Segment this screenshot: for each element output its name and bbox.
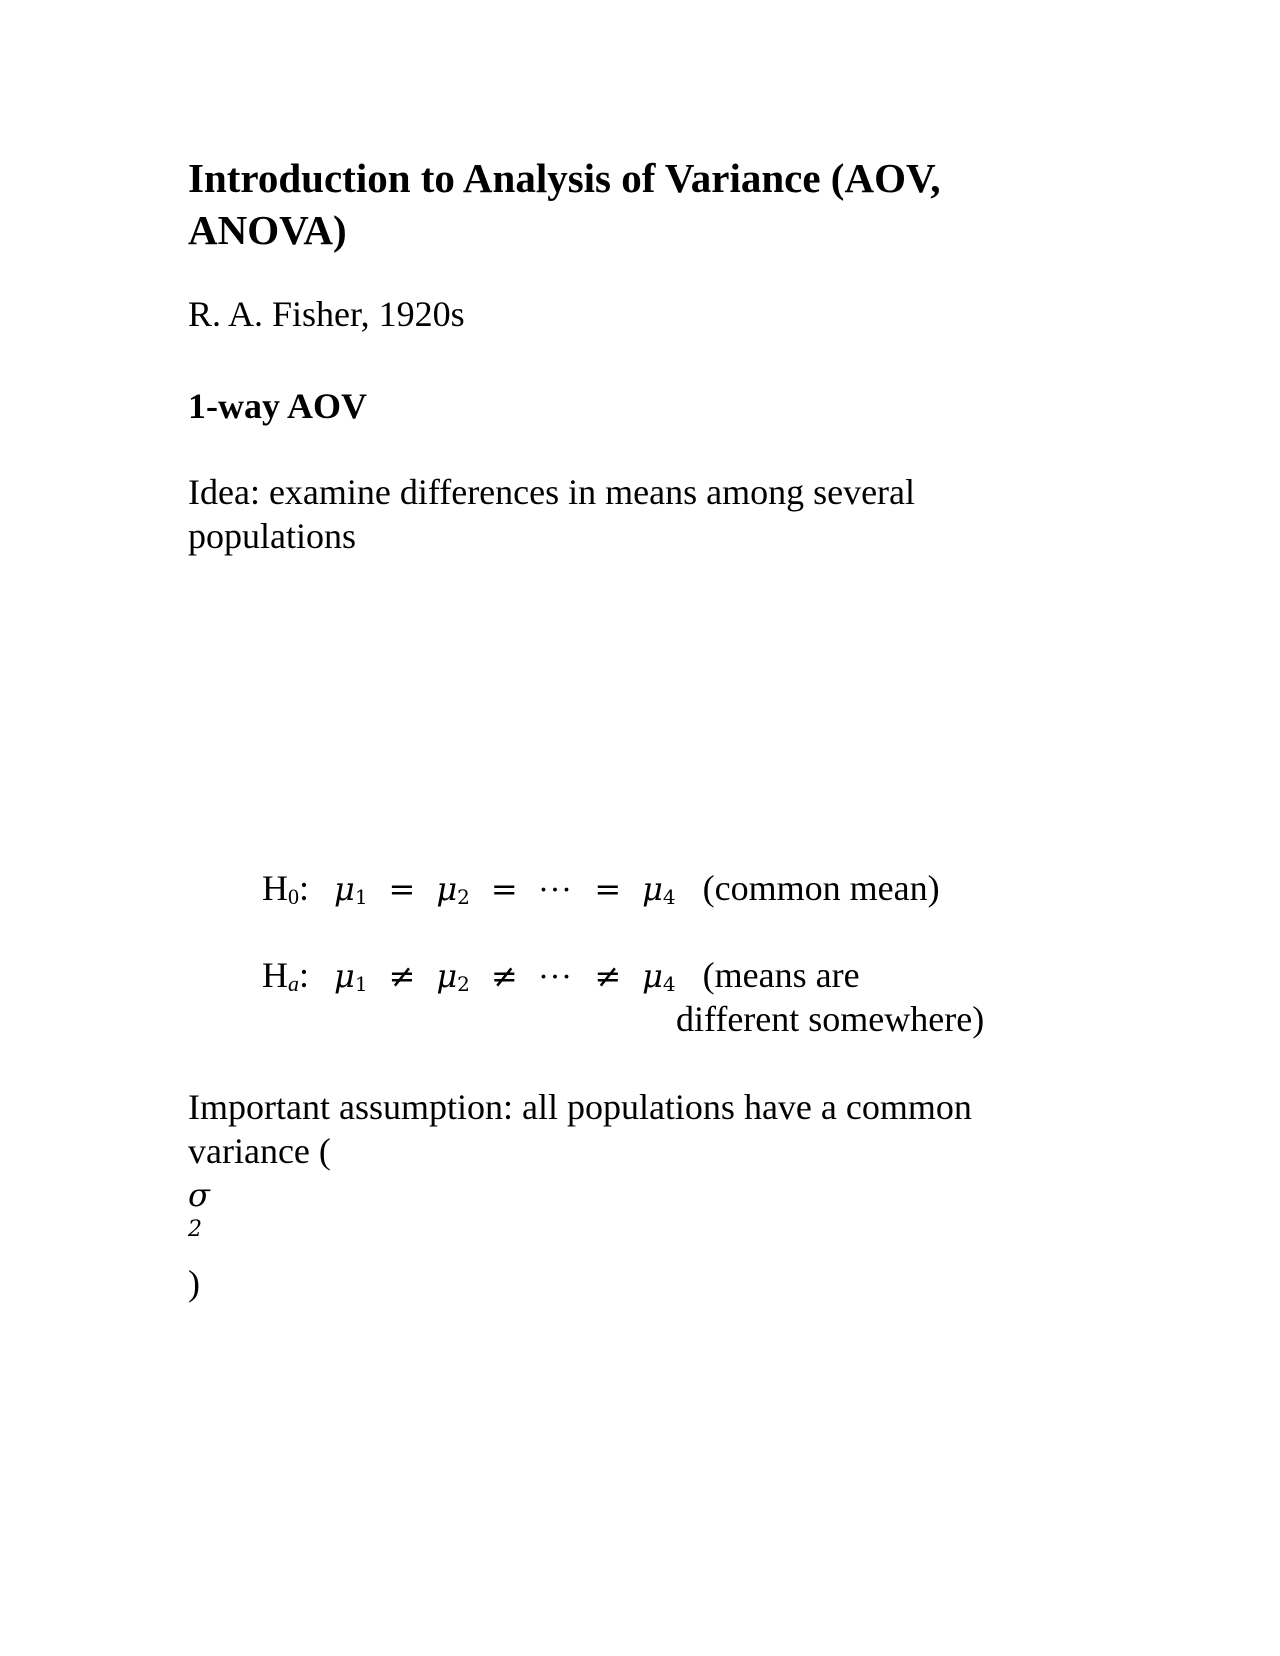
assumption-line-1: Important assumption: all populations have a common <box>188 1087 972 1127</box>
null-hypothesis: $H_0$: $\mu_1 = \mu_2$ = ··· = $\mu_4$ (common mean) <box>262 868 940 909</box>
not-equals-sign: ≠ <box>490 957 518 995</box>
null-hypothesis-note: (common mean) <box>702 868 940 908</box>
assumption-line-2: variance ( σ $^2$ ) <box>188 1129 1088 1305</box>
assumption-paragraph <box>188 1085 1088 1305</box>
idea-line-2: populations <box>188 516 356 556</box>
mu-4: $\mu_4$ <box>642 957 676 996</box>
ellipsis: ··· <box>538 873 574 908</box>
author-line: R. A. Fisher, 1920s <box>188 294 465 334</box>
alternative-hypothesis-note-continued: different somewhere) <box>676 999 985 1039</box>
mu-1: $\mu_1$ <box>334 870 368 909</box>
equals-sign: = <box>388 870 416 908</box>
title-line-1: Introduction to Analysis of Variance (AOV, <box>188 155 941 201</box>
title-line-2: ANOVA) <box>188 207 347 253</box>
idea-paragraph <box>188 470 1088 558</box>
equals-sign: = <box>490 870 518 908</box>
not-equals-sign: ≠ <box>388 957 416 995</box>
alternative-hypothesis-label: $H_a$ <box>262 955 299 996</box>
null-hypothesis-label: $H_0$ <box>262 868 299 909</box>
alternative-hypothesis: $H_a$: $\mu_1 \ne \mu_2$ ≠ ··· ≠ $\mu_4$ (means are <box>262 955 860 996</box>
equals-sign: = <box>594 870 622 908</box>
mu-2: $\mu_2$ <box>436 870 470 909</box>
idea-line-1: Idea: examine differences in means among several <box>188 472 916 512</box>
sigma-symbol: σ $^2$ <box>188 1176 210 1242</box>
mu-4: $\mu_4$ <box>642 870 676 909</box>
page-title <box>188 152 1088 256</box>
alternative-hypothesis-note: (means are <box>702 955 860 995</box>
mu-2: $\mu_2$ <box>436 957 470 996</box>
ellipsis: ··· <box>538 960 574 995</box>
not-equals-sign: ≠ <box>594 957 622 995</box>
mu-1: $\mu_1$ <box>334 957 368 996</box>
section-heading: 1-way AOV <box>188 386 367 426</box>
